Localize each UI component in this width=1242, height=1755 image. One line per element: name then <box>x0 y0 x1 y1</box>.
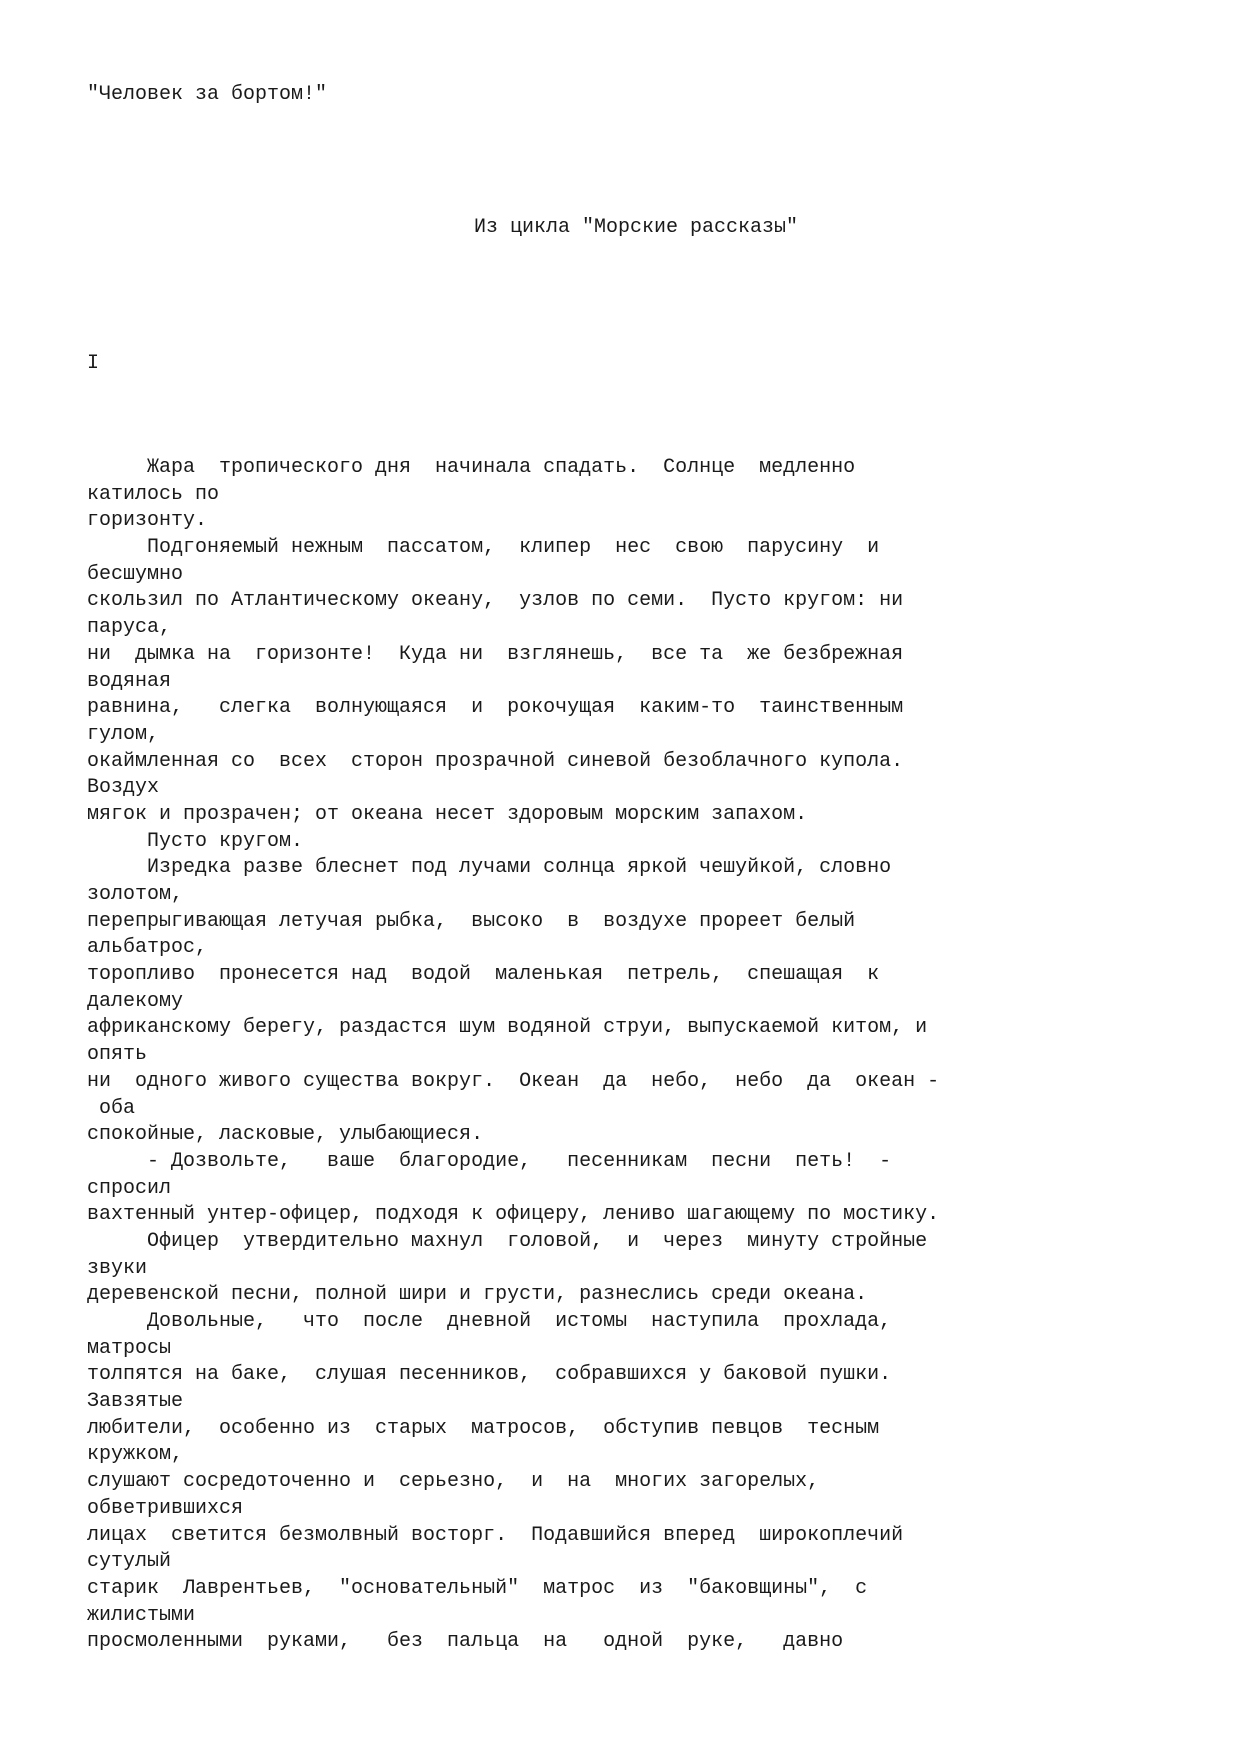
text-line: старик Лаврентьев, "основательный" матрос из "баковщины", с <box>87 1576 868 1600</box>
text-line: спросил <box>87 1176 172 1200</box>
text-line: опять <box>87 1043 148 1067</box>
text-line: торопливо пронесется над водой маленькая петрель, спешащая к <box>87 963 880 987</box>
chapter-number: I <box>87 352 100 375</box>
text-line: Изредка разве блеснет под лучами солнца яркой чешуйкой, словно <box>87 856 892 880</box>
text-line: толпятся на баке, слушая песенников, собравшихся у баковой пушки. <box>87 1363 892 1387</box>
text-line: спокойные, ласковые, улыбающиеся. <box>87 1123 484 1147</box>
text-line: паруса, <box>87 616 172 640</box>
text-line: - Дозвольте, ваше благородие, песенникам песни петь! - <box>87 1149 892 1173</box>
text-line: далекому <box>87 989 184 1013</box>
text-line: слушают сосредоточенно и серьезно, и на многих загорелых, <box>87 1470 820 1494</box>
document-subtitle: Из цикла "Морские рассказы" <box>473 216 799 239</box>
text-line: любители, особенно из старых матросов, обступив певцов тесным <box>87 1416 880 1440</box>
text-line: водяная <box>87 669 172 693</box>
text-line: скользил по Атлантическому океану, узлов по семи. Пусто кругом: ни <box>87 589 904 613</box>
text-line: вахтенный унтер-офицер, подходя к офицеру, лениво шагающему по мостику. <box>87 1203 940 1227</box>
text-line: Завзятые <box>87 1390 184 1414</box>
text-line: горизонту. <box>87 509 208 533</box>
text-line: Пусто кругом. <box>87 829 304 853</box>
body-text <box>87 455 1197 1656</box>
text-line: Жара тропического дня начинала спадать. Солнце медленно <box>87 456 856 479</box>
text-line: перепрыгивающая летучая рыбка, высоко в воздухе прореет белый <box>87 909 856 933</box>
text-line: ни дымка на горизонте! Куда ни взглянешь, все та же безбрежная <box>87 642 904 666</box>
text-line: мягок и прозрачен; от океана несет здоровым морским запахом. <box>87 802 808 826</box>
text-line: Офицер утвердительно махнул головой, и через минуту стройные <box>87 1229 928 1253</box>
text-line: альбатрос, <box>87 936 208 960</box>
text-line: сутулый <box>87 1550 172 1574</box>
document-title: "Человек за бортом!" <box>87 83 328 106</box>
text-line: катилось по <box>87 482 220 506</box>
text-line: золотом, <box>87 883 184 906</box>
text-line: жилистыми <box>87 1603 196 1627</box>
text-line: бесшумно <box>87 562 184 586</box>
text-line: окаймленная со всех сторон прозрачной синевой безоблачного купола. <box>87 749 904 773</box>
text-line: лицах светится безмолвный восторг. Подавшийся вперед широкоплечий <box>87 1523 904 1547</box>
text-line: матросы <box>87 1336 172 1360</box>
text-line: равнина, слегка волнующаяся и рокочущая каким-то таинственным <box>87 696 904 720</box>
text-line: кружком, <box>87 1443 184 1467</box>
text-line: африканскому берегу, раздастся шум водяной струи, выпускаемой китом, и <box>87 1016 928 1040</box>
text-line: звуки <box>87 1256 148 1280</box>
text-line: Довольные, что после дневной истомы наступила прохлада, <box>87 1310 892 1333</box>
text-line: Воздух <box>87 776 160 800</box>
text-line: деревенской песни, полной шири и грусти, разнеслись среди океана. <box>87 1283 868 1307</box>
text-line: гулом, <box>87 722 160 746</box>
text-line: обветрившихся <box>87 1496 244 1520</box>
text-line: оба <box>87 1096 136 1120</box>
text-line: ни одного живого существа вокруг. Океан да небо, небо да океан - <box>87 1069 940 1093</box>
text-line: просмоленными руками, без пальца на одной руке, давно <box>87 1630 844 1654</box>
text-line: Подгоняемый нежным пассатом, клипер нес свою парусину и <box>87 536 880 560</box>
